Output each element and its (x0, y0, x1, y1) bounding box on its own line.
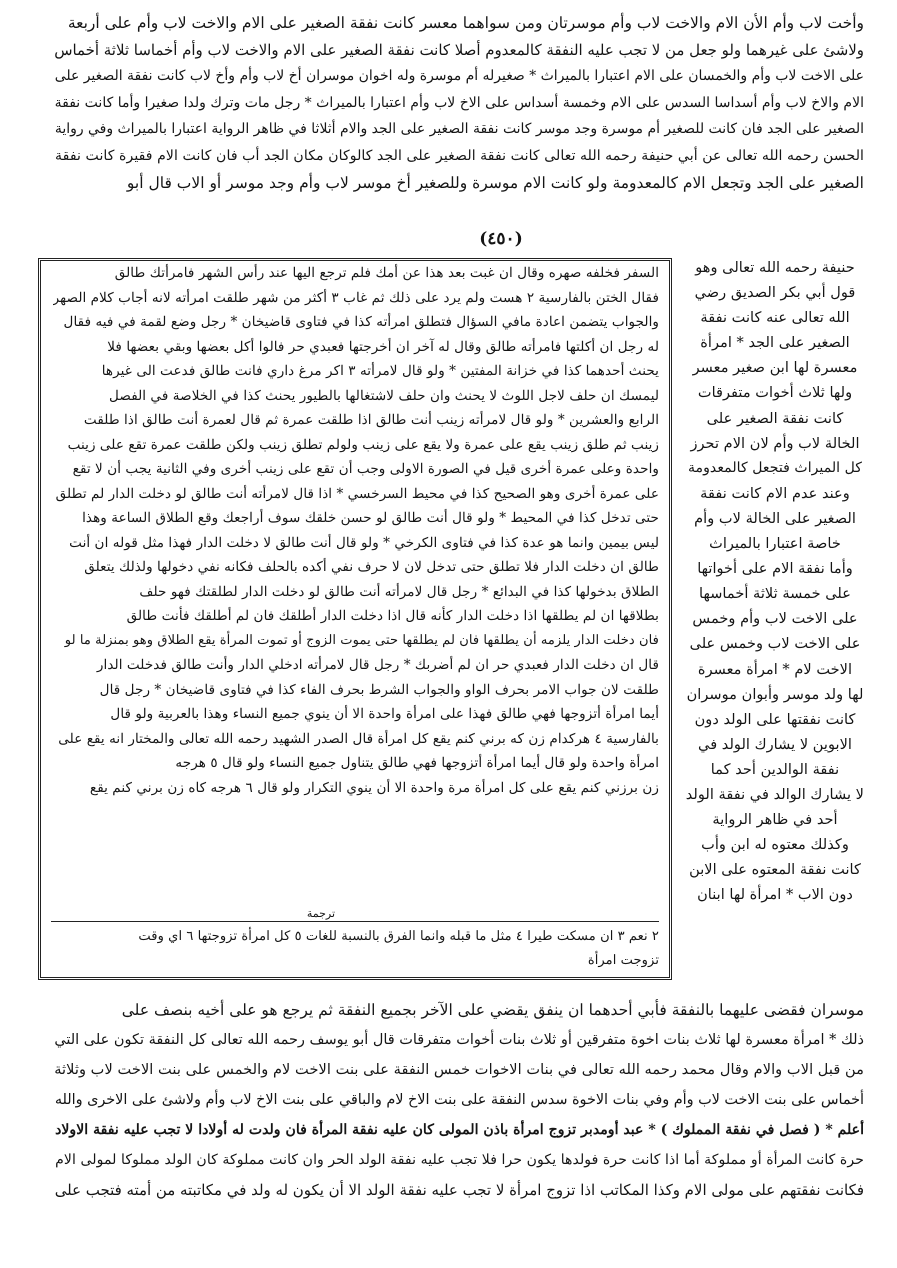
text-line: امرأة واحدة ولو قال أيما امرأة أتزوجها فهي طالق يتناول جميع النساء ولو قال ٥ هرجه (175, 755, 659, 771)
margin-commentary-box (38, 258, 672, 980)
text-line: نفقة الوالدين أحد كما (710, 760, 840, 778)
text-line: قال ان دخلت الدار فعبدي حر ان لم أضربك * رجل قال لامرأته ادخلي الدار وأنت طالق فدخلت الدار (96, 657, 659, 673)
text-line: بطلاقها ان لم يطلقها اذا دخلت الدار كأنه قال اذا دخلت الدار أطلقك فان لم أطلقك فأنت طالق (126, 608, 659, 624)
text-line: له رجل ان أكلتها فامرأته طالق وقال له آخر ان أخرجتها فعبدي حر فالوا أكل بعضها وبقي بعضها فلا (107, 338, 659, 355)
text-line: على عمرة أخرى وهو الصحيح كذا في محيط السرخسي * اذا قال لامرأته أنت طالق لو دخلت الدار لم تطلق (55, 485, 659, 502)
text-line: ليمسك ان حلف لاجل اللوث لا يحنث وان حلف لاشتغالها بالطيور يحنث كذا في الخلاصة في الفصل (108, 387, 659, 404)
text-line: موسران فقضى عليهما بالنفقة فأبي أحدهما ان ينفق يقضي على الآخر بجميع النفقة ثم يرجع هو على أخيه بنصف على (121, 1001, 864, 1019)
translation-divider (51, 921, 659, 922)
text-line: لا يشارك الوالد في نفقة الولد (686, 785, 864, 803)
text-line: زن برزني كنم يقع على كل امرأة مرة واحدة الا أن ينوي التكرار ولو قال ٦ هرجه كاه زن برني كنم يقع (89, 779, 659, 796)
side-text-column (686, 255, 864, 985)
text-line: دون الاب * امرأة لها ابنان (697, 886, 853, 904)
text-line: الطلاق بدخولها كذا في البدائع * رجل قال لامرأته أنت طالق لو دخلت الدار لطلقتك فهو حلف (139, 583, 659, 600)
text-line: ٢ نعم ٣ ان مسكت طيرا ٤ مثل ما قبله وانما الفرق بالنسبة للغات ٥ كل امرأة تزوجتها ٦ اي وقت (138, 929, 659, 944)
text-line: على الاخت لاب وأم وخمس (692, 610, 858, 628)
text-line: الابوين لا يشارك الولد في (698, 735, 852, 753)
text-line: يحنث أحدهما كذا في خزانة المفتين * ولو قال لامرأته ٣ اكر مرغ داري فانت طالق فدعت الى غيرها (101, 363, 659, 379)
text-line: وأخت لاب وأم الأن الام والاخت لاب وأم موسرتان ومن سواهما معسر كانت نفقة الصغير على الام والاخت لاب وأم على أربعة (67, 14, 864, 32)
section-heading-line: أعلم * ( فصل في نفقة المملوك ) * عبد أومدبر تزوج امرأة باذن المولى كان عليه نفقة المرأة فان ولدت له أولادا لا تجب عليه نفقة الاولاد (55, 1122, 864, 1138)
text-line: أحد في ظاهر الرواية (712, 811, 838, 829)
text-line: الرابع والعشرين * ولو قال لامرأته زينب أنت طالق اذا طلقت عمرة ثم قال لعمرة أنت طالق اذا طلقت (83, 412, 659, 428)
text-line: طلقت لان جواب الامر بحرف الواو والجواب الشرط بحرف الفاء كذا في فتاوى قاضيخان * رجل قال (99, 681, 659, 698)
text-line: بالفارسية ٤ هركدام زن كه برني كنم يقع كل امرأة قال الصدر الشهيد رحمه الله تعالى والمختار انه يقع على (58, 730, 659, 747)
text-line: فقال الختن بالفارسية ٢ هست ولم يرد على ذلك ثم غاب ٣ أكثر من شهر طلقت امرأته لانه أجاب كلام الصهر (53, 289, 659, 306)
text-line: الصغير على الجد * امرأة (700, 334, 850, 352)
text-line: قول أبي بكر الصديق رضي (694, 284, 856, 302)
text-line: الحسن رحمه الله تعالى عن أبي حنيفة رحمه الله تعالى كانت نفقة الصغير على الجد كالوكان مكان الجد أب فان كانت الام فقيرة كانت نفقة (55, 147, 864, 164)
text-line: طالق ان دخلت الدار فلا تطلق حتى تدخل لان لا حرف نفي أكده بالحلف فكانه نفي دخولها ولذلك يتعلق (84, 559, 659, 575)
text-line: على خمسة ثلاثة أخماسها (699, 585, 851, 603)
bottom-text-block (38, 995, 864, 1205)
page-number: (٤٥٠) (466, 225, 536, 253)
text-line: زينب ثم طلق زينب يقع على عمرة ولا يقع على زينب ولولم تطلق زينب ولكن طلقت عمرة تقع على زينب (67, 436, 659, 453)
text-line: الصغير على الخالة لاب وأم (694, 509, 856, 527)
text-line: وأما نفقة الام على أخواتها (697, 560, 853, 578)
text-line: فكانت نفقتهم على مولى الام وكذا المكاتب اذا تزوج امرأة لا تجب عليه نفقة الولد الا أن يكون له ولد في مكاتبته من أمته فتجب على (54, 1181, 864, 1199)
text-line: كانت نفقتها على الولد دون (694, 710, 856, 728)
text-line: كانت نفقة الصغير على (706, 409, 844, 427)
text-line: على الاخت لاب وأم والخمسان على الام اعتبارا بالميراث * صغيرله أم موسرة وله اخوان موسران أخ لاب وأم وأخ لاب كانت نفقة الصغير على (54, 68, 864, 85)
text-line: وكذلك معتوه له ابن وأب (701, 836, 849, 854)
text-line: السفر فخلفه صهره وقال ان غبت بعد هذا عن أمك فلم ترجع اليها عند رأس الشهر فامرأتك طالق (114, 265, 659, 281)
text-line: ولاشئ على غيرهما ولو جعل من لا تجب عليه النفقة كالمعدوم أصلا كانت نفقة الصغير على الام والاخت لاب وأم أخماسا ثلاثة أخماس (54, 40, 864, 59)
translation-label: ترجمة (303, 907, 339, 921)
translation-notes (53, 925, 659, 973)
text-line: وعند عدم الام كانت نفقة (700, 484, 850, 502)
text-line: خاصة اعتبارا بالميراث (709, 535, 841, 553)
text-line: ذلك * امرأة معسرة لها ثلاث بنات اخوة متفرقين أو ثلاث بنات أخوات متفرقات قال أبو يوسف رحمه الله تعالى كل النفقة تكون على التي (54, 1032, 864, 1048)
text-line: معسرة لها ابن صغير معسر (692, 359, 858, 377)
text-line: الصغير على الجد وتجعل الام كالمعدومة ولو كانت الام موسرة وللصغير أخ موسر لاب وأم وجد موسر أو الاب قال أبو (126, 173, 864, 192)
text-line: فان دخلت الدار يلزمه أن يطلقها فان لم يطلقها حتى يموت الزوج أو تموت المرأة يقع الطلاق وهو بمنزلة ما لو (64, 632, 659, 648)
text-line: ليس بيمين وانما هو عدة كذا في فتاوى الكرخي * ولو قال أنت طالق لا دخلت الدار فهذا مثل قوله ان أنت (69, 534, 659, 551)
margin-commentary-text (53, 261, 659, 800)
text-line: الله تعالى عنه كانت نفقة (700, 309, 850, 327)
text-line: واحدة وعلى عمرة أخرى قيل في الصورة الاولى وجب أن تقع على زينب أخرى وفي الثانية يجب أن لا تقع (72, 461, 659, 477)
text-line: كانت نفقة المعتوه على الابن (689, 861, 861, 879)
text-line: والجواب يتضمن اعادة مافي السؤال فتطلق امرأته كذا في فتاوى قاضيخان * رجل وضع لقمة في فيه فقال (63, 314, 659, 330)
text-line: لها ولد موسر وأبوان موسران (686, 685, 864, 703)
text-line: الاخت لام * امرأة معسرة (697, 660, 853, 678)
text-line: تزوجت امرأة (587, 953, 659, 968)
text-line: الام والاخ لاب وأم أسداسا السدس على الام وخمسة أسداس على الاخ لاب وأم اعتبارا بالميراث * رجل مات وترك ولدا صغيرا وأما كانت نفقة (54, 94, 864, 111)
text-line: حنيفة رحمه الله تعالى وهو (695, 259, 855, 276)
text-line: حرة كانت المرأة أو مملوكة أما اذا كانت حرة فولدها يكون حرا فلا تجب عليه نفقة الولد الحر وان كانت مملوكة كان الولد مملوكا لمولى الام (55, 1152, 864, 1168)
text-line: الخالة لاب وأم لان الام تحرز (690, 434, 860, 452)
text-line: كل الميراث فتجعل كالمعدومة (687, 459, 863, 476)
text-line: من قبل الاب والام وقال محمد رحمه الله تعالى في بنات الاخوات خمس النفقة على بنت الاخت لام والخمس على بنت الاخت لاب وثلاثة (54, 1061, 864, 1078)
text-line: حتى تدخل كذا في المحيط * ولو قال أنت طالق لو حسن خلقك سوف أراجعك وقع الطلاق الساعة وهذا (82, 510, 659, 526)
text-line: على الاخت لاب وخمس على (689, 635, 861, 653)
text-line: أخماس على بنت الاخت لاب وأم وفي بنات الاخوة سدس النفقة على بنت الاخ لام والباقي على بنت الاخ لاب وأم ولاشئ على الاخرى والله (54, 1092, 864, 1108)
top-text-block (38, 10, 864, 196)
text-line: ولها ثلاث أخوات متفرقات (697, 384, 853, 402)
text-line: الصغير على الجد فان كانت للصغير أم موسرة وجد موسر كانت نفقة الصغير على الجد والام أثلاثا في ظاهر الرواية اعتبارا بالميراث وفي رواية (54, 121, 864, 138)
text-line: أيما امرأة أتزوجها فهي طالق فهذا على امرأة واحدة الا أن ينوي جميع النساء وهذا بالعربية ولو قال (110, 706, 659, 722)
